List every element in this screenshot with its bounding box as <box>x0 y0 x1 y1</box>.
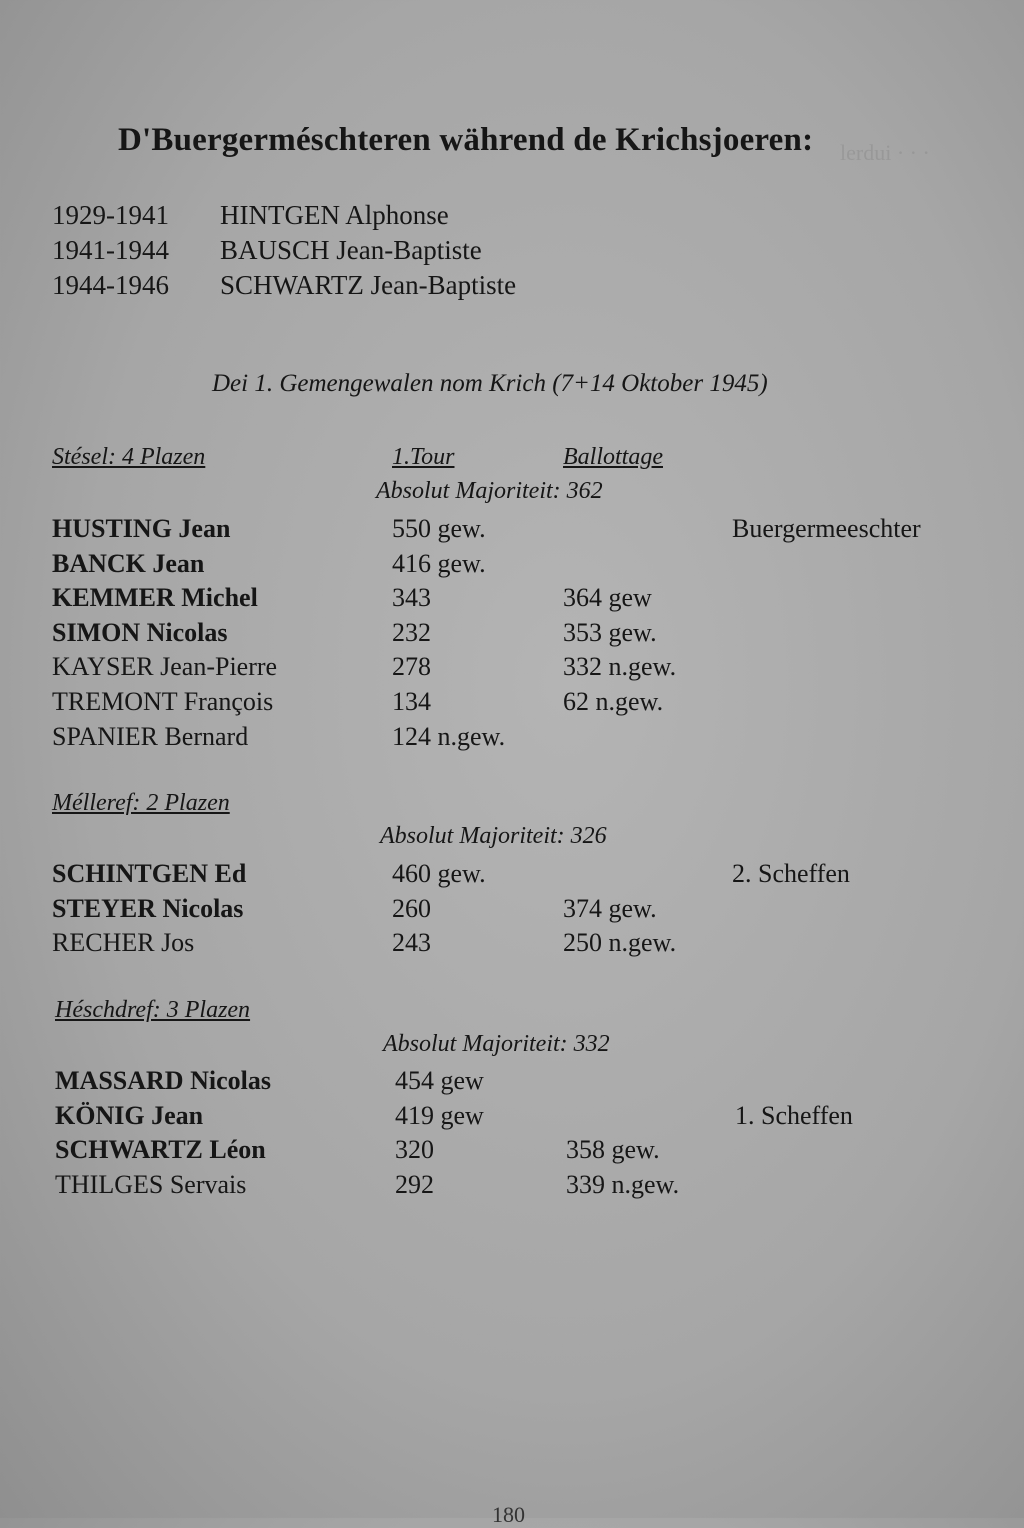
mayor-years: 1929-1941 <box>52 200 169 230</box>
role-note: 1. Scheffen <box>735 1100 853 1130</box>
mayor-years: 1944-1946 <box>52 270 169 300</box>
candidate-name: THILGES Servais <box>55 1169 247 1199</box>
candidate-name: TREMONT François <box>52 686 274 716</box>
mayor-name: SCHWARTZ Jean-Baptiste <box>220 270 517 300</box>
candidate-name: STEYER Nicolas <box>52 893 244 923</box>
election-title: Dei 1. Gemengewalen nom Krich (7+14 Oktober 1945) <box>212 370 768 397</box>
ballottage-result: 339 n.gew. <box>566 1169 680 1199</box>
candidate-name: KÖNIG Jean <box>55 1100 204 1130</box>
tour1-result: 460 gew. <box>392 859 486 888</box>
tour1-result: 292 <box>395 1169 434 1199</box>
candidate-name: HUSTING Jean <box>52 514 231 543</box>
mayor-name: HINTGEN Alphonse <box>220 200 449 230</box>
ballottage-result: 358 gew. <box>566 1135 660 1165</box>
candidate-name: MASSARD Nicolas <box>55 1066 271 1095</box>
tour1-result: 419 gew <box>395 1100 484 1130</box>
tour1-result: 278 <box>392 652 431 682</box>
section-heading: Stésel: 4 Plazen <box>52 444 206 470</box>
absolute-majority: Absolut Majoriteit: 326 <box>380 823 607 849</box>
column-header-tour: 1.Tour <box>392 444 455 470</box>
absolute-majority: Absolut Majoriteit: 362 <box>376 478 603 504</box>
candidate-name: BANCK Jean <box>52 548 205 578</box>
candidate-name: SPANIER Bernard <box>52 721 249 751</box>
ballottage-result: 332 n.gew. <box>563 652 677 682</box>
candidate-name: KAYSER Jean-Pierre <box>52 652 278 682</box>
candidate-name: KEMMER Michel <box>52 583 258 613</box>
tour1-result: 454 gew <box>395 1066 484 1095</box>
page-title: D'Buergerméschteren während de Krichsjoeren: <box>118 122 814 158</box>
ballottage-result: 250 n.gew. <box>563 928 677 958</box>
candidate-name: SCHINTGEN Ed <box>52 859 247 888</box>
tour1-result: 243 <box>392 928 431 958</box>
candidate-name: SIMON Nicolas <box>52 617 228 647</box>
mayor-name: BAUSCH Jean-Baptiste <box>220 235 482 265</box>
tour1-result: 320 <box>395 1135 434 1165</box>
ballottage-result: 62 n.gew. <box>563 686 664 716</box>
absolute-majority: Absolut Majoriteit: 332 <box>383 1031 610 1057</box>
section-heading: Mélleref: 2 Plazen <box>52 790 230 816</box>
mayor-years: 1941-1944 <box>52 235 169 265</box>
ballottage-result: 364 gew <box>563 583 652 613</box>
tour1-result: 416 gew. <box>392 548 486 578</box>
tour1-result: 550 gew. <box>392 514 486 543</box>
candidate-name: RECHER Jos <box>52 928 195 958</box>
candidate-name: SCHWARTZ Léon <box>55 1135 266 1165</box>
section-heading: Héschdref: 3 Plazen <box>55 997 251 1023</box>
role-note: 2. Scheffen <box>732 859 850 888</box>
column-header-ballottage: Ballottage <box>563 444 663 470</box>
tour1-result: 343 <box>392 583 431 613</box>
tour1-result: 232 <box>392 617 431 647</box>
tour1-result: 260 <box>392 893 431 923</box>
page-number: 180 <box>492 1502 525 1527</box>
tour1-result: 134 <box>392 686 431 716</box>
bleed-through-text: lerdui · · · <box>840 140 930 165</box>
tour1-result: 124 n.gew. <box>392 721 506 751</box>
role-note: Buergermeeschter <box>732 514 921 543</box>
ballottage-result: 353 gew. <box>563 617 657 647</box>
ballottage-result: 374 gew. <box>563 893 657 923</box>
